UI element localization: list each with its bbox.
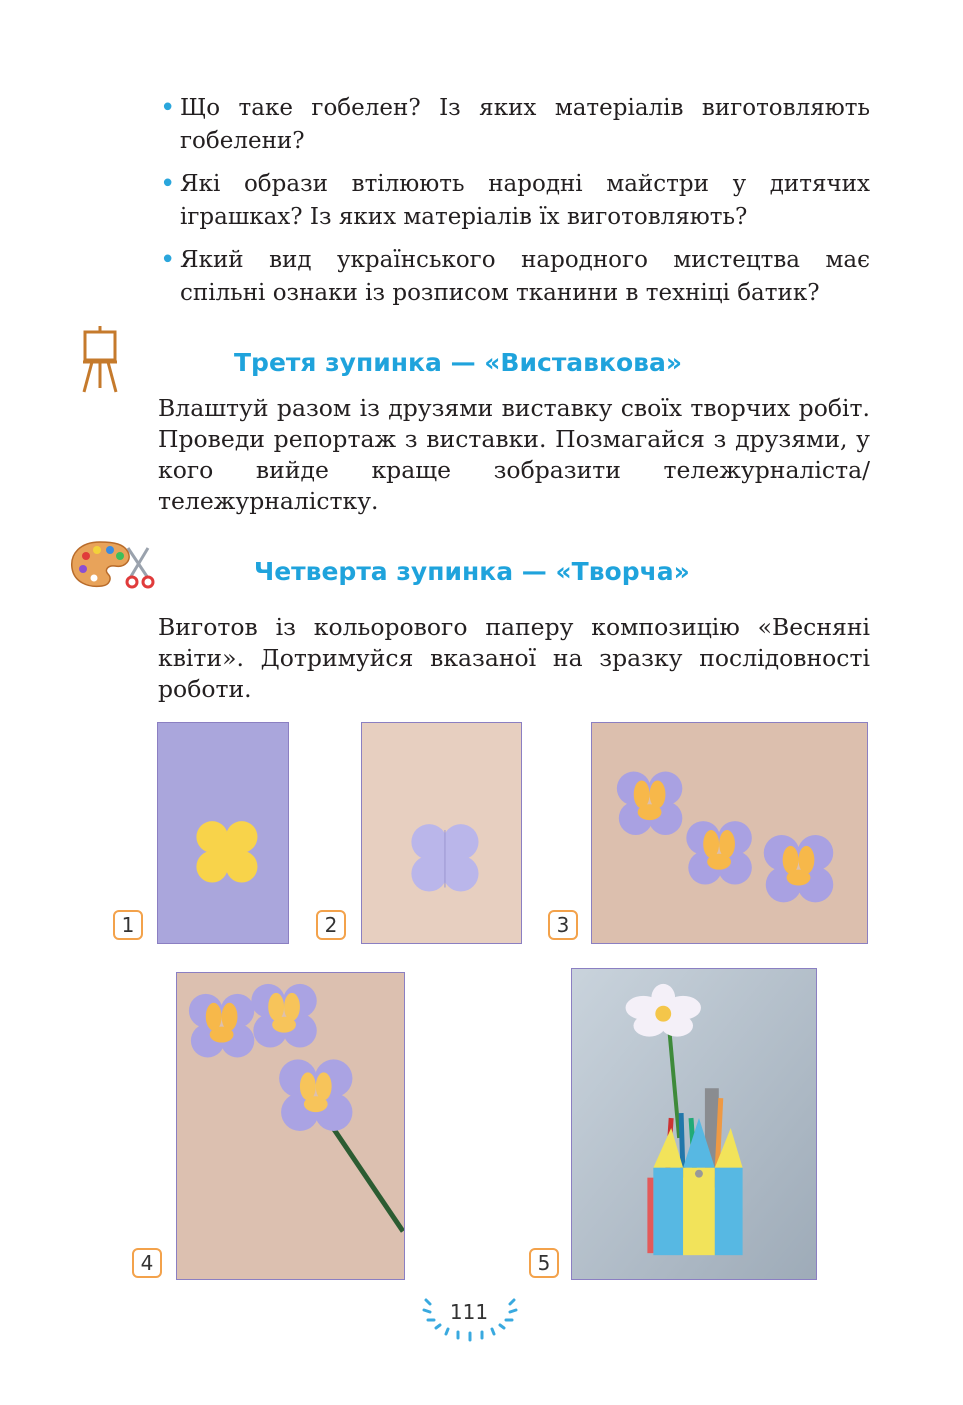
- question-item: • Який вид українського народного мистецтва має спільні ознаки із розписом тканини в техніці батик?: [158, 244, 870, 310]
- section4-title: Четверта зупинка — «Творча»: [254, 557, 690, 586]
- step-badge: 1: [113, 910, 143, 940]
- step-badge: 5: [529, 1248, 559, 1278]
- step-photo-2: [361, 722, 522, 944]
- page-number: 111: [449, 1300, 489, 1324]
- easel-icon: [80, 326, 120, 394]
- section3-text: Влаштуй разом із друзями виставку своїх творчих робіт. Проведи репортаж з виставки. Позмагайся з друзями, у кого вийде краще зобразити тележурналіста/ тележурналістку.: [158, 394, 870, 515]
- palette-scissors-icon: [70, 538, 158, 590]
- section3-title: Третя зупинка — «Виставкова»: [234, 348, 682, 377]
- step-badge: 4: [132, 1248, 162, 1278]
- step-photo-3: [591, 722, 868, 944]
- section4-text: Виготов із кольорового паперу композицію «Весняні квіти». Дотримуйся вказаної на зразку послідовності роботи.: [158, 613, 870, 703]
- step-photo-4: [176, 972, 405, 1280]
- step-badge: 2: [316, 910, 346, 940]
- step-photo-1: [157, 722, 289, 944]
- question-item: • Що таке гобелен? Із яких матеріалів виготовляють гобелени?: [158, 92, 870, 158]
- step-badge: 3: [548, 910, 578, 940]
- step-photo-5: [571, 968, 817, 1280]
- question-item: • Які образи втілюють народні майстри у дитячих іграшках? Із яких матеріалів їх виготовляють?: [158, 168, 870, 234]
- question-list: [158, 92, 870, 320]
